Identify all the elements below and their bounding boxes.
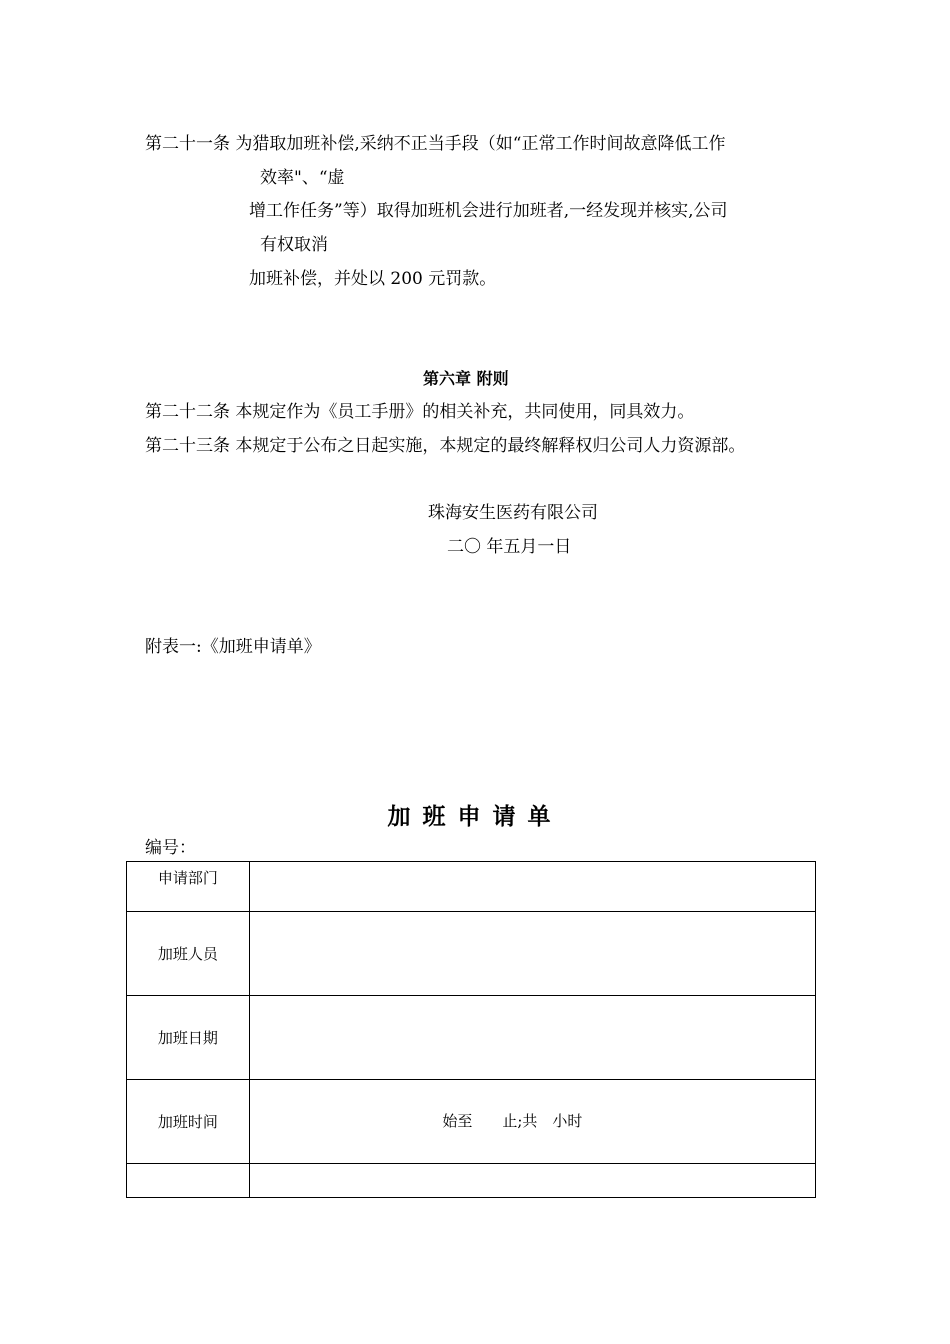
row-label-time: 加班时间 [127,1080,250,1164]
time-range-text: 始至 止;共 小时 [442,1112,583,1130]
row-label-staff: 加班人员 [127,912,250,996]
appendix-label: 附表一:《加班申请单》 [145,637,321,657]
article-21-line-4: 有权取消 [260,235,328,255]
article-21-line-2: 效率"、“虚 [260,168,345,188]
form-number-label: 编号： [145,838,196,858]
article-21-line-3: 增工作任务”等）取得加班机会进行加班者,一经发现并核实,公司 [249,201,728,221]
table-row [127,862,816,912]
row-value-date[interactable] [249,996,815,1080]
form-title: 加班申请单 [387,804,563,830]
row-label-date: 加班日期 [127,996,250,1080]
table-row [127,996,816,1080]
signature-date: 二〇 年五月一日 [447,537,572,557]
row-value-staff[interactable] [249,912,815,996]
row-label-department: 申请部门 [127,862,250,912]
row-value-time[interactable] [249,1080,815,1164]
signature-company: 珠海安生医药有限公司 [428,503,598,523]
article-21-line-1: 第二十一条 为猎取加班补偿,采纳不正当手段（如“正常工作时间故意降低工作 [145,134,726,154]
table-row [127,1080,816,1164]
article-21-line-5: 加班补偿，并处以 200 元罚款。 [249,269,497,289]
row-value-extra[interactable] [249,1164,815,1198]
overtime-application-table [126,861,816,1198]
chapter-6-heading: 第六章 附则 [423,369,509,388]
article-23: 第二十三条 本规定于公布之日起实施，本规定的最终解释权归公司人力资源部。 [145,436,746,456]
row-label-extra [127,1164,250,1198]
row-value-department[interactable] [249,862,815,912]
table-row [127,1164,816,1198]
article-22: 第二十二条 本规定作为《员工手册》的相关补充，共同使用，同具效力。 [145,402,695,422]
table-row [127,912,816,996]
